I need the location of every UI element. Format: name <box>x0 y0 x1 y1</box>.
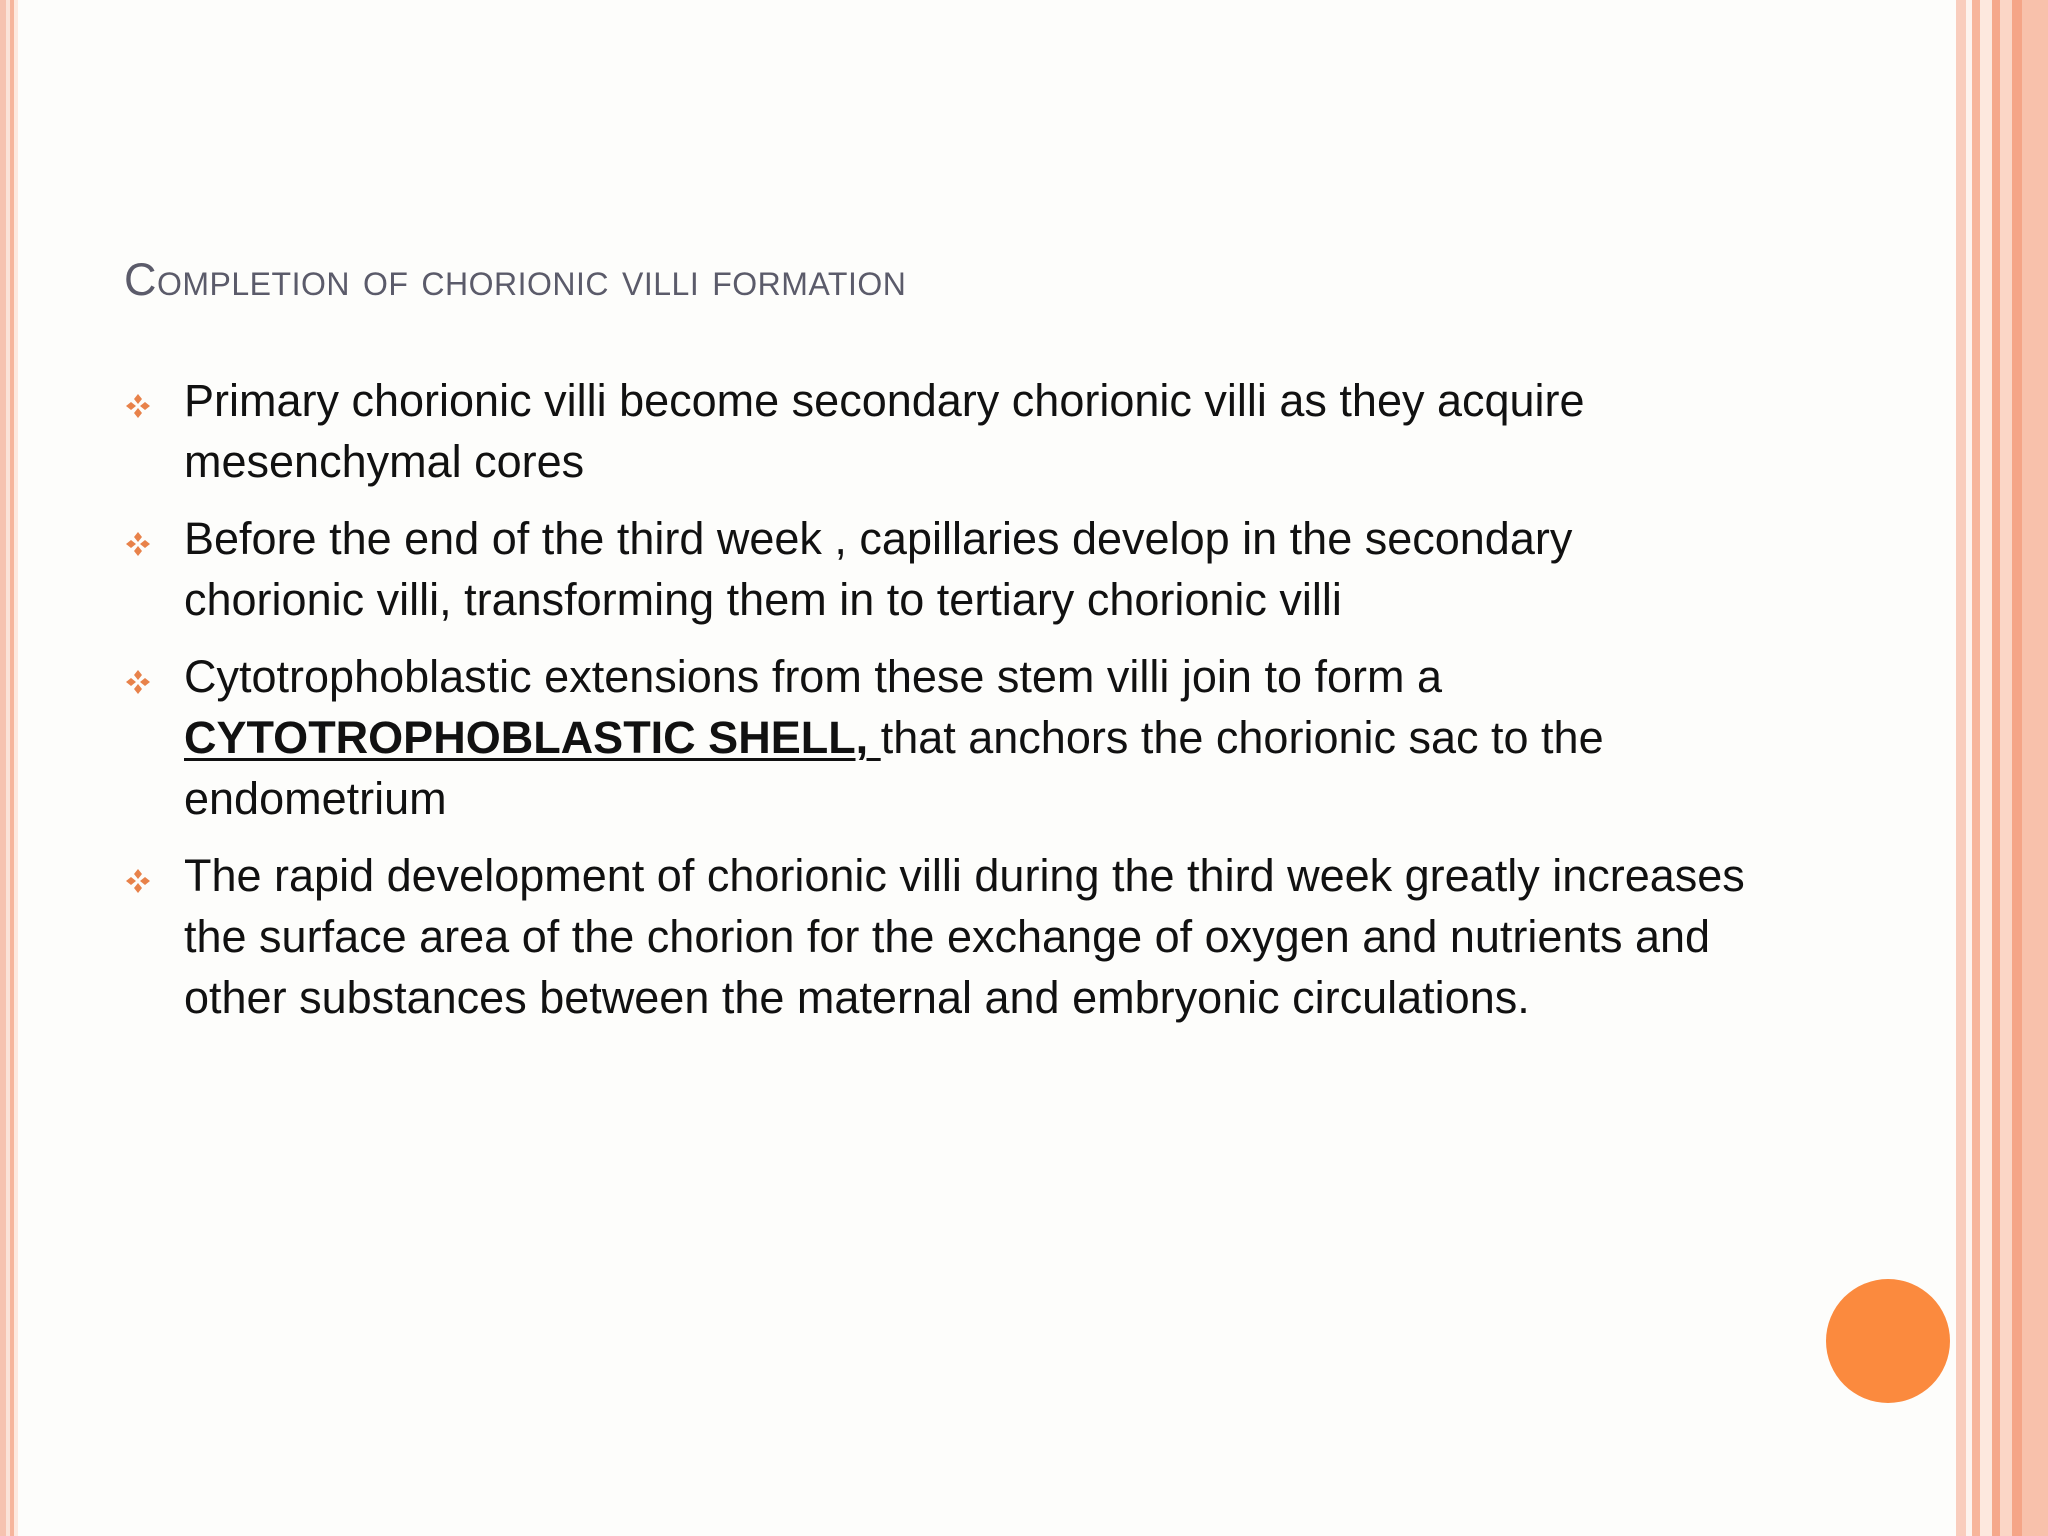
diamond-bullet-icon <box>124 392 152 420</box>
right-border-stripe <box>2022 0 2048 1536</box>
right-border-stripe <box>2012 0 2022 1536</box>
left-border-stripe <box>14 0 18 1536</box>
bullet-text: Cytotrophoblastic extensions from these stem villi join to form a <box>184 651 1443 702</box>
orange-circle-decoration <box>1826 1279 1950 1403</box>
bullet-text: Before the end of the third week , capillaries develop in the secondary chorionic villi, transforming them in to tertiary chorionic villi <box>184 513 1573 625</box>
right-border-stripe <box>1972 0 1980 1536</box>
bullet-list <box>124 370 1764 1044</box>
bullet-item <box>124 845 1764 1028</box>
bullet-item <box>124 646 1764 829</box>
diamond-bullet-icon <box>124 668 152 696</box>
diamond-bullet-icon <box>124 867 152 895</box>
bullet-item <box>124 508 1764 630</box>
bullet-item <box>124 370 1764 492</box>
right-border-stripe <box>1992 0 2000 1536</box>
right-border-stripe <box>1980 0 1992 1536</box>
right-border-stripe <box>2000 0 2012 1536</box>
diamond-bullet-icon <box>124 530 152 558</box>
bullet-text: Primary chorionic villi become secondary chorionic villi as they acquire mesenchymal cores <box>184 375 1585 487</box>
right-border-stripe <box>1956 0 1966 1536</box>
bullet-text: The rapid development of chorionic villi during the third week greatly increases the surface area of the chorion for the exchange of oxygen and nutrients and other substances between the maternal and embryonic circulations. <box>184 850 1745 1023</box>
emphasis-term: CYTOTROPHOBLASTIC SHELL, <box>184 712 881 763</box>
slide-title: Completion of chorionic villi formation <box>124 254 907 305</box>
bullet-text: that anchors the chorionic sac to the endometrium <box>184 712 1604 824</box>
